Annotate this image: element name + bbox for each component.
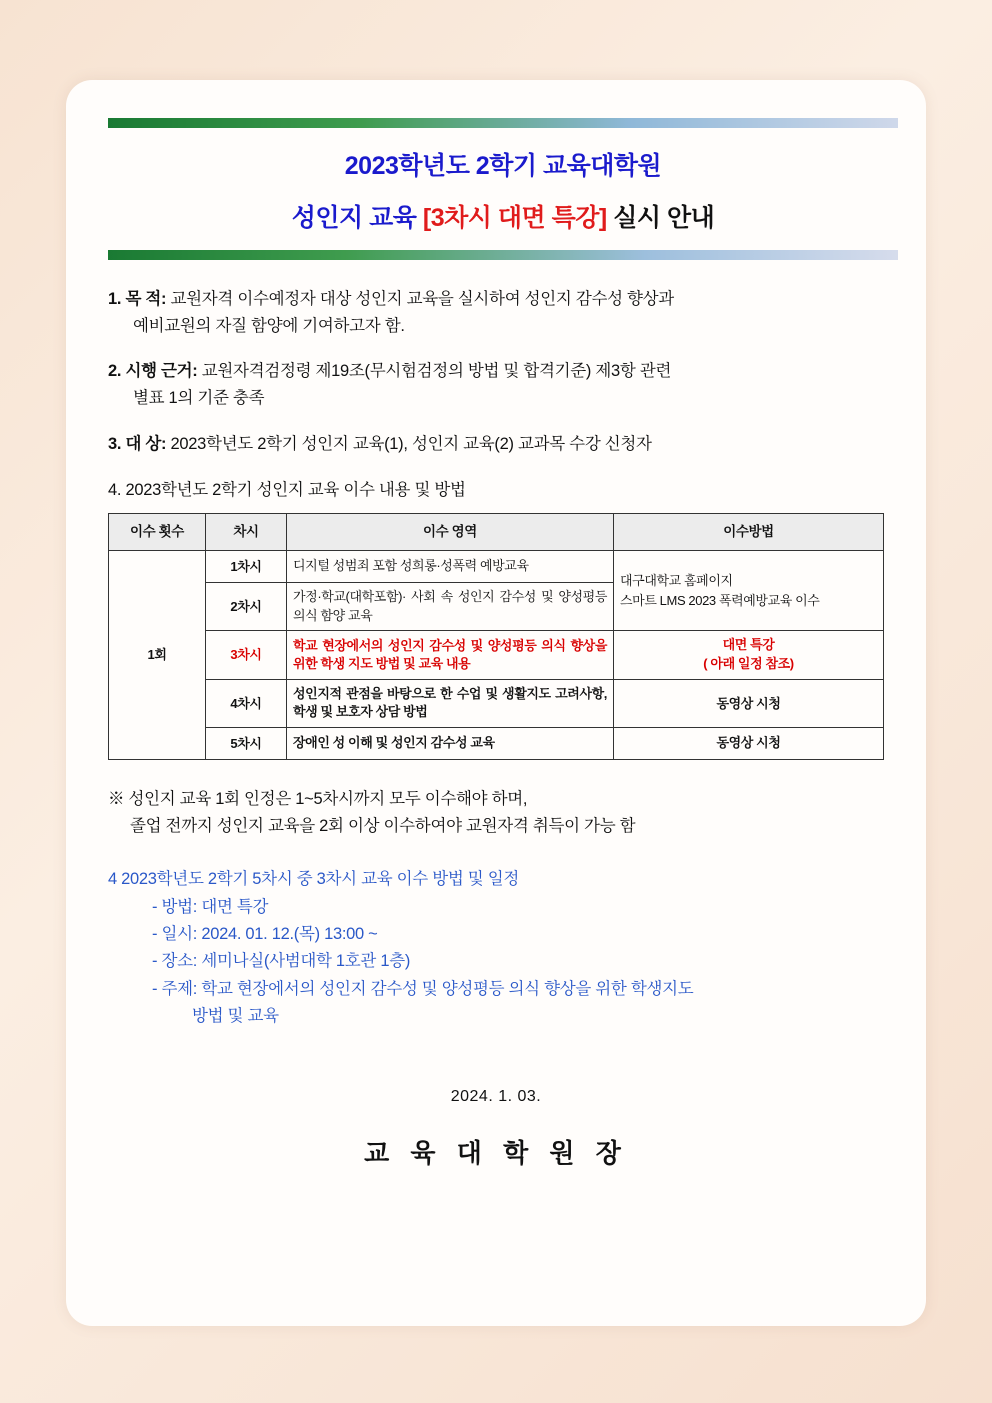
cell-session-4: 4차시 xyxy=(206,679,287,727)
document-body xyxy=(108,286,884,1174)
document-date: 2024. 1. 03. xyxy=(450,1088,542,1106)
cell-session-5: 5차시 xyxy=(206,727,287,759)
schedule-line-topic: - 주제: 학교 현장에서의 성인지 감수성 및 양성평등 의식 향상을 위한 학생지도 xyxy=(152,979,694,998)
document-header xyxy=(108,118,898,260)
item-text-line2: 별표 1의 기준 충족 xyxy=(133,389,265,408)
cell-area-2: 가정·학교(대학포함)· 사회 속 성인지 감수성 및 양성평등 의식 함양 교육 xyxy=(287,583,614,631)
col-header-count: 이수 횟수 xyxy=(109,514,206,551)
cell-method-12 xyxy=(614,551,884,631)
note-block xyxy=(108,786,884,840)
item-text: 교원자격 이수예정자 대상 성인지 교육을 실시하여 성인지 감수성 향상과 xyxy=(166,290,674,308)
item-label: 1. 목 적: xyxy=(108,290,167,308)
list-item xyxy=(108,286,884,339)
item-text: 교원자격검정령 제19조(무시험검정의 방법 및 합격기준) 제3항 관련 xyxy=(197,362,672,381)
cell-area-4: 성인지적 관점을 바탕으로 한 수업 및 생활지도 고려사항, 학생 및 보호자 상담 방법 xyxy=(287,679,614,727)
schedule-title: 4 2023학년도 2학기 5차시 중 3차시 교육 이수 방법 및 일정 xyxy=(108,870,519,889)
list-item xyxy=(108,358,884,411)
method-3-line2: ( 아래 일정 참조) xyxy=(703,655,794,671)
table-row xyxy=(109,631,884,680)
schedule-line-topic-cont: 방법 및 교육 xyxy=(192,1007,279,1026)
item-text: 2023학년도 2학기 성인지 교육(1), 성인지 교육(2) 교과목 수강 신청자 xyxy=(166,434,652,453)
document-signer: 교 육 대 학 원 장 xyxy=(364,1138,628,1169)
cell-method-3 xyxy=(614,631,884,680)
page-title-line2 xyxy=(108,198,898,234)
table-row xyxy=(109,551,884,583)
item-label: 2. 시행 근거: xyxy=(108,362,198,381)
title-line2-post: 실시 안내 xyxy=(606,204,715,232)
header-top-rule xyxy=(108,118,898,128)
cell-session-3: 3차시 xyxy=(206,631,287,680)
cell-area-3: 학교 현장에서의 성인지 감수성 및 양성평등 의식 향상을 위한 학생 지도 방법 및 교육 내용 xyxy=(287,631,614,680)
col-header-area: 이수 영역 xyxy=(287,514,614,551)
note-line2: 졸업 전까지 성인지 교육을 2회 이상 이수하여야 교원자격 취득이 가능 함 xyxy=(130,816,636,835)
page-title-line1: 2023학년도 2학기 교육대학원 xyxy=(344,152,662,180)
table-row xyxy=(109,727,884,759)
schedule-line-method: - 방법: 대면 특강 xyxy=(152,897,269,916)
header-bottom-rule xyxy=(108,250,898,260)
method-12-line2: 스마트 LMS 2023 폭력예방교육 이수 xyxy=(620,592,820,608)
cell-session-2: 2차시 xyxy=(206,583,287,631)
title-line2-highlight: [3차시 대면 특강] xyxy=(422,204,607,232)
table-header-row xyxy=(109,514,884,551)
cell-area-1: 디지털 성범죄 포함 성희롱·성폭력 예방교육 xyxy=(287,551,614,583)
education-table xyxy=(108,513,884,759)
schedule-block xyxy=(108,866,884,1030)
method-3-line1: 대면 특강 xyxy=(722,637,775,653)
schedule-line-datetime: - 일시: 2024. 01. 12.(목) 13:00 ~ xyxy=(152,924,378,943)
item-label: 3. 대 상: xyxy=(108,434,167,453)
col-header-method: 이수방법 xyxy=(614,514,884,551)
notice-document xyxy=(66,80,926,1326)
cell-area-5: 장애인 성 이해 및 성인지 감수성 교육 xyxy=(287,727,614,759)
note-line1: ※ 성인지 교육 1회 인정은 1~5차시까지 모두 이수해야 하며, xyxy=(108,789,528,808)
title-line2-pre: 성인지 교육 xyxy=(291,204,423,232)
table-row xyxy=(109,679,884,727)
item-text-line2: 예비교원의 자질 함양에 기여하고자 함. xyxy=(133,316,405,335)
list-item xyxy=(108,431,884,458)
cell-count: 1회 xyxy=(109,551,206,760)
cell-session-1: 1차시 xyxy=(206,551,287,583)
cell-method-5: 동영상 시청 xyxy=(614,727,884,759)
section-4-title: 4. 2023학년도 2학기 성인지 교육 이수 내용 및 방법 xyxy=(108,480,466,499)
col-header-session: 차시 xyxy=(206,514,287,551)
method-12-line1: 대구대학교 홈페이지 xyxy=(620,572,733,588)
cell-method-4: 동영상 시청 xyxy=(614,679,884,727)
schedule-line-place: - 장소: 세미나실(사범대학 1호관 1층) xyxy=(152,952,411,971)
